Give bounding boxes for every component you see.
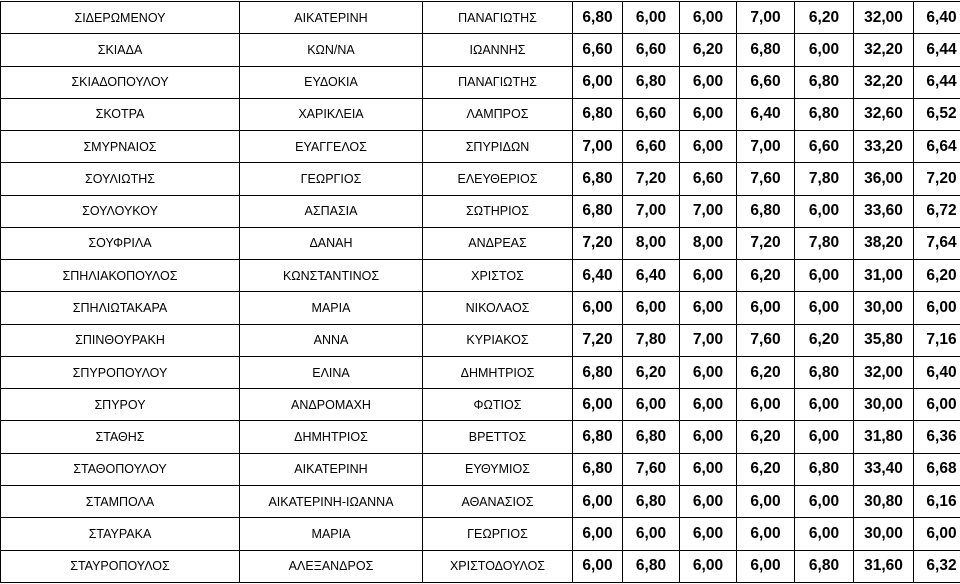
grade-4-cell: 7,60 <box>737 324 795 356</box>
grade-3-cell: 7,00 <box>680 195 737 227</box>
grade-1-cell: 6,00 <box>573 518 623 550</box>
grade-3-cell: 6,00 <box>680 550 737 582</box>
grade-3-cell: 8,00 <box>680 227 737 259</box>
grade-3-cell: 6,60 <box>680 163 737 195</box>
total-cell: 32,60 <box>854 98 914 130</box>
grade-2-cell: 7,20 <box>623 163 680 195</box>
total-cell: 30,00 <box>854 389 914 421</box>
total-cell: 32,20 <box>854 34 914 66</box>
father-name-cell: ΓΕΩΡΓΙΟΣ <box>423 518 573 550</box>
first-name-cell: ΚΩΝΣΤΑΝΤΙΝΟΣ <box>240 260 423 292</box>
table-row <box>1 34 960 66</box>
table-row <box>1 227 960 259</box>
father-name-cell: ΠΑΝΑΓΙΩΤΗΣ <box>423 2 573 34</box>
grade-1-cell: 6,00 <box>573 389 623 421</box>
first-name-cell: ΔΑΝΑΗ <box>240 227 423 259</box>
table-row <box>1 131 960 163</box>
grade-5-cell: 6,20 <box>795 2 854 34</box>
total-cell: 31,00 <box>854 260 914 292</box>
grade-1-cell: 7,00 <box>573 131 623 163</box>
grade-4-cell: 7,00 <box>737 2 795 34</box>
grade-3-cell: 6,20 <box>680 34 737 66</box>
average-cell: 7,64 <box>914 227 960 259</box>
grade-3-cell: 6,00 <box>680 356 737 388</box>
grade-5-cell: 6,00 <box>795 34 854 66</box>
grade-2-cell: 7,00 <box>623 195 680 227</box>
average-cell: 6,00 <box>914 292 960 324</box>
grade-4-cell: 6,40 <box>737 98 795 130</box>
total-cell: 36,00 <box>854 163 914 195</box>
grade-3-cell: 6,00 <box>680 98 737 130</box>
grade-1-cell: 6,00 <box>573 550 623 582</box>
table-row <box>1 389 960 421</box>
grade-3-cell: 7,00 <box>680 324 737 356</box>
grade-5-cell: 7,80 <box>795 163 854 195</box>
table-row <box>1 292 960 324</box>
grade-2-cell: 6,60 <box>623 98 680 130</box>
father-name-cell: ΣΠΥΡΙΔΩΝ <box>423 131 573 163</box>
grade-1-cell: 6,00 <box>573 66 623 98</box>
surname-cell: ΣΜΥΡΝΑΙΟΣ <box>1 131 240 163</box>
surname-cell: ΣΠΙΝΘΟΥΡΑΚΗ <box>1 324 240 356</box>
first-name-cell: ΑΙΚΑΤΕΡΙΝΗ <box>240 453 423 485</box>
grade-4-cell: 7,00 <box>737 131 795 163</box>
first-name-cell: ΧΑΡΙΚΛΕΙΑ <box>240 98 423 130</box>
surname-cell: ΣΤΑΜΠΟΛΑ <box>1 485 240 517</box>
grade-1-cell: 6,80 <box>573 98 623 130</box>
surname-cell: ΣΠΗΛΙΑΚΟΠΟΥΛΟΣ <box>1 260 240 292</box>
grade-2-cell: 6,80 <box>623 485 680 517</box>
table-row <box>1 550 960 582</box>
first-name-cell: ΕΥΑΓΓΕΛΟΣ <box>240 131 423 163</box>
grade-5-cell: 6,00 <box>795 260 854 292</box>
grade-4-cell: 6,20 <box>737 453 795 485</box>
grade-4-cell: 6,00 <box>737 389 795 421</box>
father-name-cell: ΦΩΤΙΟΣ <box>423 389 573 421</box>
father-name-cell: ΒΡΕΤΤΟΣ <box>423 421 573 453</box>
grade-3-cell: 6,00 <box>680 66 737 98</box>
table-row <box>1 485 960 517</box>
grade-1-cell: 6,00 <box>573 292 623 324</box>
father-name-cell: ΠΑΝΑΓΙΩΤΗΣ <box>423 66 573 98</box>
surname-cell: ΣΚΙΑΔΟΠΟΥΛΟΥ <box>1 66 240 98</box>
grade-5-cell: 6,00 <box>795 421 854 453</box>
father-name-cell: ΑΘΑΝΑΣΙΟΣ <box>423 485 573 517</box>
surname-cell: ΣΟΥΛΙΩΤΗΣ <box>1 163 240 195</box>
total-cell: 32,20 <box>854 66 914 98</box>
grade-5-cell: 6,80 <box>795 550 854 582</box>
average-cell: 6,44 <box>914 34 960 66</box>
grade-1-cell: 7,20 <box>573 324 623 356</box>
grade-2-cell: 6,00 <box>623 518 680 550</box>
first-name-cell: ΑΝΝΑ <box>240 324 423 356</box>
total-cell: 33,20 <box>854 131 914 163</box>
total-cell: 38,20 <box>854 227 914 259</box>
father-name-cell: ΣΩΤΗΡΙΟΣ <box>423 195 573 227</box>
average-cell: 6,16 <box>914 485 960 517</box>
grade-4-cell: 6,60 <box>737 66 795 98</box>
grade-3-cell: 6,00 <box>680 389 737 421</box>
total-cell: 30,00 <box>854 518 914 550</box>
average-cell: 7,20 <box>914 163 960 195</box>
grade-3-cell: 6,00 <box>680 131 737 163</box>
first-name-cell: ΑΛΕΞΑΝΔΡΟΣ <box>240 550 423 582</box>
grade-1-cell: 6,80 <box>573 195 623 227</box>
average-cell: 6,44 <box>914 66 960 98</box>
grade-3-cell: 6,00 <box>680 260 737 292</box>
grade-1-cell: 6,00 <box>573 485 623 517</box>
father-name-cell: ΕΥΘΥΜΙΟΣ <box>423 453 573 485</box>
grade-2-cell: 8,00 <box>623 227 680 259</box>
surname-cell: ΣΟΥΛΟΥΚΟΥ <box>1 195 240 227</box>
grade-5-cell: 6,00 <box>795 485 854 517</box>
grade-2-cell: 6,00 <box>623 292 680 324</box>
surname-cell: ΣΟΥΦΡΙΛΑ <box>1 227 240 259</box>
average-cell: 6,00 <box>914 518 960 550</box>
surname-cell: ΣΤΑΘΟΠΟΥΛΟΥ <box>1 453 240 485</box>
first-name-cell: ΜΑΡΙΑ <box>240 518 423 550</box>
grade-1-cell: 6,60 <box>573 34 623 66</box>
grade-1-cell: 6,40 <box>573 260 623 292</box>
total-cell: 30,80 <box>854 485 914 517</box>
grade-3-cell: 6,00 <box>680 453 737 485</box>
grade-4-cell: 7,60 <box>737 163 795 195</box>
grade-4-cell: 6,20 <box>737 356 795 388</box>
grade-3-cell: 6,00 <box>680 518 737 550</box>
surname-cell: ΣΙΔΕΡΩΜΕΝΟΥ <box>1 2 240 34</box>
average-cell: 6,36 <box>914 421 960 453</box>
average-cell: 6,32 <box>914 550 960 582</box>
surname-cell: ΣΚΙΑΔΑ <box>1 34 240 66</box>
first-name-cell: ΔΗΜΗΤΡΙΟΣ <box>240 421 423 453</box>
table-row <box>1 453 960 485</box>
first-name-cell: ΕΛΙΝΑ <box>240 356 423 388</box>
grade-5-cell: 6,20 <box>795 324 854 356</box>
grade-2-cell: 6,40 <box>623 260 680 292</box>
table-row <box>1 163 960 195</box>
grade-1-cell: 6,80 <box>573 163 623 195</box>
grade-3-cell: 6,00 <box>680 421 737 453</box>
total-cell: 33,60 <box>854 195 914 227</box>
table-row <box>1 66 960 98</box>
average-cell: 6,40 <box>914 356 960 388</box>
average-cell: 6,64 <box>914 131 960 163</box>
grade-5-cell: 6,00 <box>795 389 854 421</box>
table-row <box>1 421 960 453</box>
first-name-cell: ΑΝΔΡΟΜΑΧΗ <box>240 389 423 421</box>
grade-2-cell: 6,80 <box>623 66 680 98</box>
surname-cell: ΣΤΑΘΗΣ <box>1 421 240 453</box>
first-name-cell: ΜΑΡΙΑ <box>240 292 423 324</box>
average-cell: 6,68 <box>914 453 960 485</box>
average-cell: 7,16 <box>914 324 960 356</box>
grade-5-cell: 6,60 <box>795 131 854 163</box>
grade-5-cell: 6,80 <box>795 356 854 388</box>
table-row <box>1 324 960 356</box>
average-cell: 6,72 <box>914 195 960 227</box>
average-cell: 6,52 <box>914 98 960 130</box>
total-cell: 31,60 <box>854 550 914 582</box>
father-name-cell: ΕΛΕΥΘΕΡΙΟΣ <box>423 163 573 195</box>
father-name-cell: ΑΝΔΡΕΑΣ <box>423 227 573 259</box>
total-cell: 35,80 <box>854 324 914 356</box>
grade-2-cell: 6,80 <box>623 550 680 582</box>
surname-cell: ΣΠΗΛΙΩΤΑΚΑΡΑ <box>1 292 240 324</box>
grade-4-cell: 6,00 <box>737 518 795 550</box>
grade-3-cell: 6,00 <box>680 485 737 517</box>
grade-4-cell: 6,80 <box>737 34 795 66</box>
table-row <box>1 260 960 292</box>
first-name-cell: ΑΙΚΑΤΕΡΙΝΗ <box>240 2 423 34</box>
grade-5-cell: 6,80 <box>795 66 854 98</box>
average-cell: 6,20 <box>914 260 960 292</box>
grades-table-body <box>1 2 960 583</box>
first-name-cell: ΚΩΝ/ΝΑ <box>240 34 423 66</box>
grade-1-cell: 6,80 <box>573 356 623 388</box>
grade-4-cell: 6,20 <box>737 260 795 292</box>
grade-2-cell: 7,80 <box>623 324 680 356</box>
grade-2-cell: 6,20 <box>623 356 680 388</box>
father-name-cell: ΚΥΡΙΑΚΟΣ <box>423 324 573 356</box>
first-name-cell: ΑΣΠΑΣΙΑ <box>240 195 423 227</box>
grade-5-cell: 6,80 <box>795 98 854 130</box>
total-cell: 31,80 <box>854 421 914 453</box>
grade-4-cell: 6,00 <box>737 485 795 517</box>
surname-cell: ΣΠΥΡΟΥ <box>1 389 240 421</box>
table-row <box>1 356 960 388</box>
grade-3-cell: 6,00 <box>680 2 737 34</box>
surname-cell: ΣΠΥΡΟΠΟΥΛΟΥ <box>1 356 240 388</box>
grade-5-cell: 6,00 <box>795 195 854 227</box>
total-cell: 33,40 <box>854 453 914 485</box>
surname-cell: ΣΚΟΤΡΑ <box>1 98 240 130</box>
grade-2-cell: 6,60 <box>623 131 680 163</box>
table-row <box>1 518 960 550</box>
first-name-cell: ΑΙΚΑΤΕΡΙΝΗ-ΙΩΑΝΝΑ <box>240 485 423 517</box>
grade-1-cell: 6,80 <box>573 421 623 453</box>
father-name-cell: ΧΡΙΣΤΟΔΟΥΛΟΣ <box>423 550 573 582</box>
grade-2-cell: 6,00 <box>623 389 680 421</box>
grade-4-cell: 7,20 <box>737 227 795 259</box>
grade-2-cell: 6,60 <box>623 34 680 66</box>
table-row <box>1 98 960 130</box>
grade-5-cell: 6,80 <box>795 453 854 485</box>
total-cell: 30,00 <box>854 292 914 324</box>
grade-4-cell: 6,80 <box>737 195 795 227</box>
first-name-cell: ΓΕΩΡΓΙΟΣ <box>240 163 423 195</box>
grade-5-cell: 7,80 <box>795 227 854 259</box>
grade-5-cell: 6,00 <box>795 518 854 550</box>
father-name-cell: ΙΩΑΝΝΗΣ <box>423 34 573 66</box>
grade-4-cell: 6,00 <box>737 292 795 324</box>
grade-1-cell: 7,20 <box>573 227 623 259</box>
table-row <box>1 2 960 34</box>
grade-4-cell: 6,00 <box>737 550 795 582</box>
table-row <box>1 195 960 227</box>
total-cell: 32,00 <box>854 2 914 34</box>
surname-cell: ΣΤΑΥΡΟΠΟΥΛΟΣ <box>1 550 240 582</box>
average-cell: 6,00 <box>914 389 960 421</box>
average-cell: 6,40 <box>914 2 960 34</box>
father-name-cell: ΔΗΜΗΤΡΙΟΣ <box>423 356 573 388</box>
father-name-cell: ΧΡΙΣΤΟΣ <box>423 260 573 292</box>
father-name-cell: ΝΙΚΟΛΑΟΣ <box>423 292 573 324</box>
grades-table <box>0 1 960 583</box>
grade-4-cell: 6,20 <box>737 421 795 453</box>
grade-2-cell: 7,60 <box>623 453 680 485</box>
grade-1-cell: 6,80 <box>573 453 623 485</box>
grade-3-cell: 6,00 <box>680 292 737 324</box>
father-name-cell: ΛΑΜΠΡΟΣ <box>423 98 573 130</box>
grade-2-cell: 6,80 <box>623 421 680 453</box>
grade-5-cell: 6,00 <box>795 292 854 324</box>
surname-cell: ΣΤΑΥΡΑΚΑ <box>1 518 240 550</box>
grade-1-cell: 6,80 <box>573 2 623 34</box>
first-name-cell: ΕΥΔΟΚΙΑ <box>240 66 423 98</box>
grade-2-cell: 6,00 <box>623 2 680 34</box>
total-cell: 32,00 <box>854 356 914 388</box>
